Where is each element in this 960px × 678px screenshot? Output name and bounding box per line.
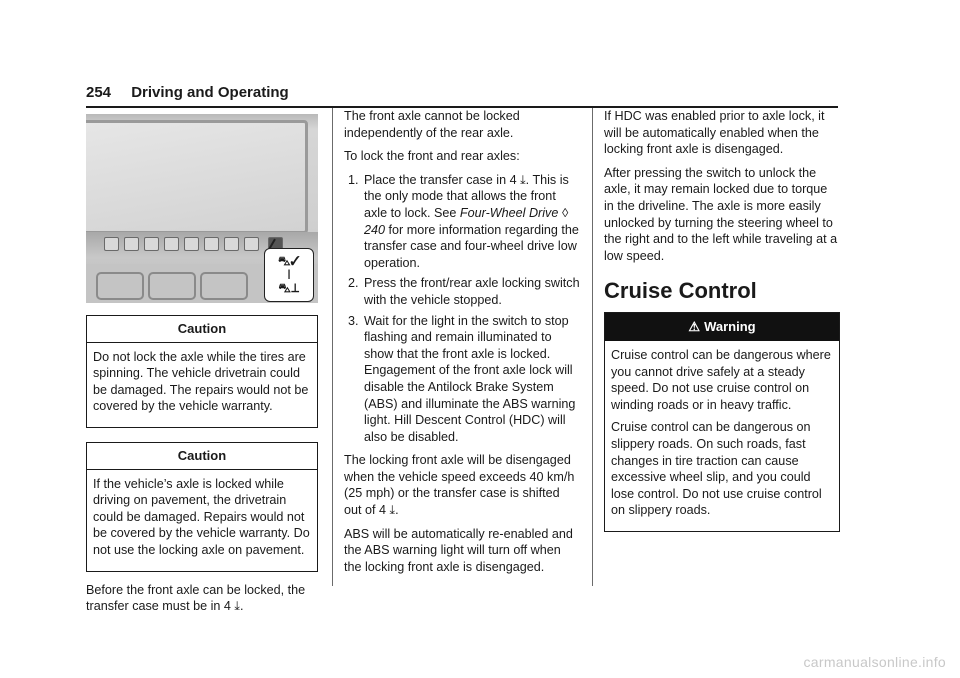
warning-header — [605, 313, 839, 341]
list-item — [344, 172, 580, 272]
column-3 — [604, 108, 840, 532]
infotainment-screen — [86, 120, 308, 234]
paragraph: If HDC was enabled prior to axle lock, it will be automatically enabled when the locking front axle is disengaged. — [604, 109, 825, 157]
cross-reference-link[interactable]: Four-Wheel Drive — [459, 205, 559, 220]
warning-icon: ⚠ — [688, 319, 701, 335]
dash-button — [124, 237, 139, 251]
vent — [96, 272, 144, 300]
step-text: Press the front/rear axle locking switch with the vehicle stopped. — [364, 276, 580, 307]
section-heading: Cruise Control — [604, 278, 757, 304]
dash-button — [164, 237, 179, 251]
step-number: 2. — [348, 276, 359, 291]
vent — [200, 272, 248, 300]
column-2 — [344, 108, 580, 582]
list-item — [344, 313, 580, 446]
caution-text: If the vehicle’s axle is locked while driving on pavement, the drivetrain could be damaged. Repairs would not be covered by the vehicle warranty. Do not use the locking axle on pavement. — [93, 476, 310, 557]
paragraph: To lock the front and rear axles: — [344, 149, 520, 164]
page-number: 254 — [86, 84, 112, 101]
step-text: Place the transfer case in 4 ⤓. This is the only mode that allows the front axle to lock. See — [364, 172, 569, 220]
dash-button — [204, 237, 219, 251]
list-item — [344, 275, 580, 308]
caution-title: Caution — [87, 316, 317, 343]
steps-list — [344, 172, 580, 446]
paragraph: The locking front axle will be disengaged when the vehicle speed exceeds 40 km/h (25 mph) or the transfer case is shifted out of 4 ⤓. — [344, 453, 575, 518]
step-number: 3. — [348, 313, 359, 328]
caution-box-1 — [86, 315, 318, 428]
axle-unlock-icon: ⛍⊥ — [278, 281, 300, 295]
warning-text: Cruise control can be dangerous where you cannot drive safely at a steady speed. Do not use cruise control on winding roads or in heavy traffic. — [611, 347, 831, 412]
column-1 — [86, 108, 318, 622]
paragraph: Before the front axle can be locked, the transfer case must be in 4 ⤓. — [86, 582, 306, 614]
callout-separator: | — [287, 269, 291, 280]
axle-lock-icon: ⛍✓ — [278, 254, 300, 269]
vent — [148, 272, 196, 300]
paragraph: The front axle cannot be locked independently of the rear axle. — [344, 109, 520, 140]
column-divider-2 — [592, 108, 593, 586]
page-reference[interactable]: ◊ 240 — [364, 205, 569, 237]
paragraph: After pressing the switch to unlock the axle, it may remain locked due to torque in the driveline. The axle is more easily unlocked by turning the steering wheel to the right and to the left while traveling at a low speed. — [604, 165, 838, 263]
page-header — [86, 84, 289, 101]
paragraph: ABS will be automatically re-enabled and the ABS warning light will turn off when the locking front axle is disengaged. — [344, 526, 573, 574]
dash-button — [104, 237, 119, 251]
caution-box-2 — [86, 442, 318, 572]
section-title: Driving and Operating — [131, 84, 289, 101]
axle-lock-callout — [264, 248, 314, 302]
column-divider-1 — [332, 108, 333, 586]
step-text: for more information regarding the transfer case and four-wheel drive low operation. — [364, 222, 579, 270]
warning-title: Warning — [704, 319, 756, 335]
warning-text: Cruise control can be dangerous on slippery roads. On such roads, fast changes in tire traction can cause excessive wheel slip, and you could lose control. Do not use cruise control on slippery roads. — [611, 420, 822, 518]
watermark: carmanualsonline.info — [803, 654, 946, 670]
dash-button — [144, 237, 159, 251]
dash-button — [224, 237, 239, 251]
dash-button — [244, 237, 259, 251]
dashboard-photo — [86, 114, 318, 303]
caution-title: Caution — [87, 443, 317, 470]
dash-button — [184, 237, 199, 251]
warning-box — [604, 312, 840, 532]
step-text: Wait for the light in the switch to stop flashing and remain illuminated to show that the front axle is locked. Engagement of the front axle lock will disable the Antilock Brake System (ABS) and illuminate the ABS warning light. Hill Descent Control (HDC) will also be disabled. — [364, 313, 576, 444]
caution-text: Do not lock the axle while the tires are spinning. The vehicle drivetrain could be damaged. The repairs would not be covered by the vehicle warranty. — [93, 349, 309, 414]
step-number: 1. — [348, 172, 359, 187]
